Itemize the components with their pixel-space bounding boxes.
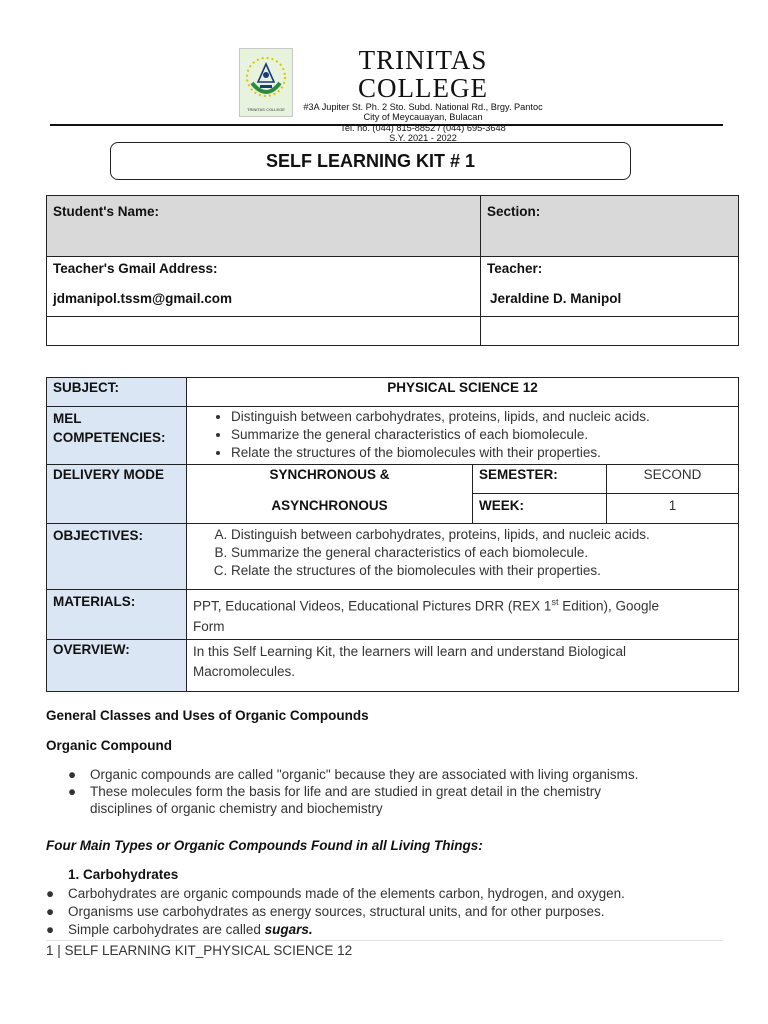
mel-competencies [187, 407, 739, 465]
bullet-text: Organic compounds are called "organic" because they are associated with living organisms. [90, 767, 639, 782]
carbohydrates-list [46, 885, 625, 939]
overview-line1: In this Self Learning Kit, the learners will learn and understand Biological [193, 643, 627, 659]
week-label: WEEK: [473, 494, 607, 524]
sugars-term: sugars. [264, 922, 313, 937]
college-logo [239, 48, 293, 117]
materials-superscript: st [551, 597, 559, 607]
four-types-heading: Four Main Types or Organic Compounds Found in all Living Things: [46, 838, 483, 853]
empty-cell-right [481, 317, 739, 346]
bullet-text: Organisms use carbohydrates as energy sources, structural units, and for other purposes. [68, 904, 605, 919]
materials-text: PPT, Educational Videos, Educational Pictures DRR (REX 1 [193, 598, 552, 614]
organic-bullet-list [68, 766, 638, 817]
mel-item: • Relate the structures of the biomolecules with their properties. [231, 444, 732, 462]
bullet-text-line1: These molecules form the basis for life and are studied in great detail in the chemistry [90, 784, 602, 799]
semester-label: SEMESTER: [473, 465, 607, 494]
list-item [46, 921, 625, 939]
bullet-text-start: Simple carbohydrates are called [68, 922, 265, 937]
delivery-mode-value-1: SYNCHRONOUS & [187, 465, 473, 494]
bullet-text: Carbohydrates are organic compounds made of the elements carbon, hydrogen, and oxygen. [68, 886, 625, 901]
overview-label: OVERVIEW: [47, 639, 187, 691]
week-value: 1 [607, 494, 739, 524]
materials-value [187, 590, 739, 640]
overview-line2: Macromolecules. [193, 663, 296, 679]
list-item [46, 885, 625, 903]
objective-item: B. Summarize the general characteristics of each biomolecule. [231, 544, 732, 562]
college-city: City of Meycauayan, Bulacan [363, 112, 483, 123]
section-heading-general: General Classes and Uses of Organic Compounds [46, 708, 369, 723]
teacher-name: Jeraldine D. Manipol [490, 291, 622, 306]
school-year: S.Y. 2021 - 2022 [389, 133, 457, 144]
college-address: #3A Jupiter St. Ph. 2 Sto. Subd. National Rd., Brgy. Pantoc [303, 102, 543, 112]
mel-label-line2: COMPETENCIES: [53, 430, 166, 445]
teacher-gmail-value: jdmanipol.tssm@gmail.com [53, 291, 232, 306]
bullet-icon: ● [46, 922, 55, 937]
teacher-gmail-cell [47, 257, 481, 317]
college-header [303, 46, 543, 144]
materials-text-line2: Form [193, 618, 225, 634]
college-name: TRINITAS COLLEGE [358, 45, 488, 103]
teacher-label: Teacher: [487, 261, 543, 276]
bullet-icon: ● [46, 904, 55, 919]
mel-label [47, 407, 187, 465]
section-cell [481, 196, 739, 257]
overview-value [187, 639, 739, 691]
objective-item: A. Distinguish between carbohydrates, proteins, lipids, and nucleic acids. [231, 526, 732, 544]
student-name-cell [47, 196, 481, 257]
section-heading-organic: Organic Compound [46, 738, 172, 753]
teacher-cell [481, 257, 739, 317]
list-item [68, 766, 638, 783]
subject-label: SUBJECT: [47, 378, 187, 407]
teacher-gmail-label: Teacher's Gmail Address: [53, 261, 218, 276]
list-item [68, 783, 638, 817]
bullet-text [90, 783, 601, 817]
student-info-table [46, 195, 739, 346]
bullet-icon: ● [46, 886, 55, 901]
materials-label: MATERIALS: [47, 590, 187, 640]
bullet-icon: ● [68, 767, 77, 782]
header-divider [50, 124, 723, 126]
mel-item: • Distinguish between carbohydrates, proteins, lipids, and nucleic acids. [231, 408, 732, 426]
materials-text-cont: Edition), Google [558, 598, 660, 614]
student-name-label: Student's Name: [53, 204, 159, 219]
footer-divider [46, 940, 723, 941]
bullet-text-line2: disciplines of organic chemistry and biochemistry [90, 801, 383, 816]
college-seal-icon [240, 49, 292, 116]
objectives-label: OBJECTIVES: [47, 524, 187, 590]
delivery-mode-label: DELIVERY MODE [47, 465, 187, 524]
list-item [46, 903, 625, 921]
empty-cell-left [47, 317, 481, 346]
page-footer: 1 | SELF LEARNING KIT_PHYSICAL SCIENCE 12 [46, 943, 353, 958]
bullet-icon: ● [68, 784, 77, 799]
mel-label-line1: MEL [53, 411, 82, 426]
objectives-list [187, 524, 739, 590]
subject-value: PHYSICAL SCIENCE 12 [187, 378, 739, 407]
bullet-text [68, 921, 313, 939]
college-telephone: Tel. no. (044) 815-8852 / (044) 695-3648 [340, 122, 506, 133]
objective-item: C. Relate the structures of the biomolecules with their properties. [231, 562, 732, 580]
semester-value: SECOND [607, 465, 739, 494]
svg-text:TRINITAS COLLEGE: TRINITAS COLLEGE [247, 107, 285, 112]
section-label: Section: [487, 204, 541, 219]
kit-title: SELF LEARNING KIT # 1 [110, 142, 631, 180]
mel-item: • Summarize the general characteristics of each biomolecule. [231, 426, 732, 444]
subject-table [46, 377, 739, 692]
delivery-mode-value-2: ASYNCHRONOUS [187, 494, 473, 524]
carbohydrates-heading: 1. Carbohydrates [68, 867, 179, 882]
